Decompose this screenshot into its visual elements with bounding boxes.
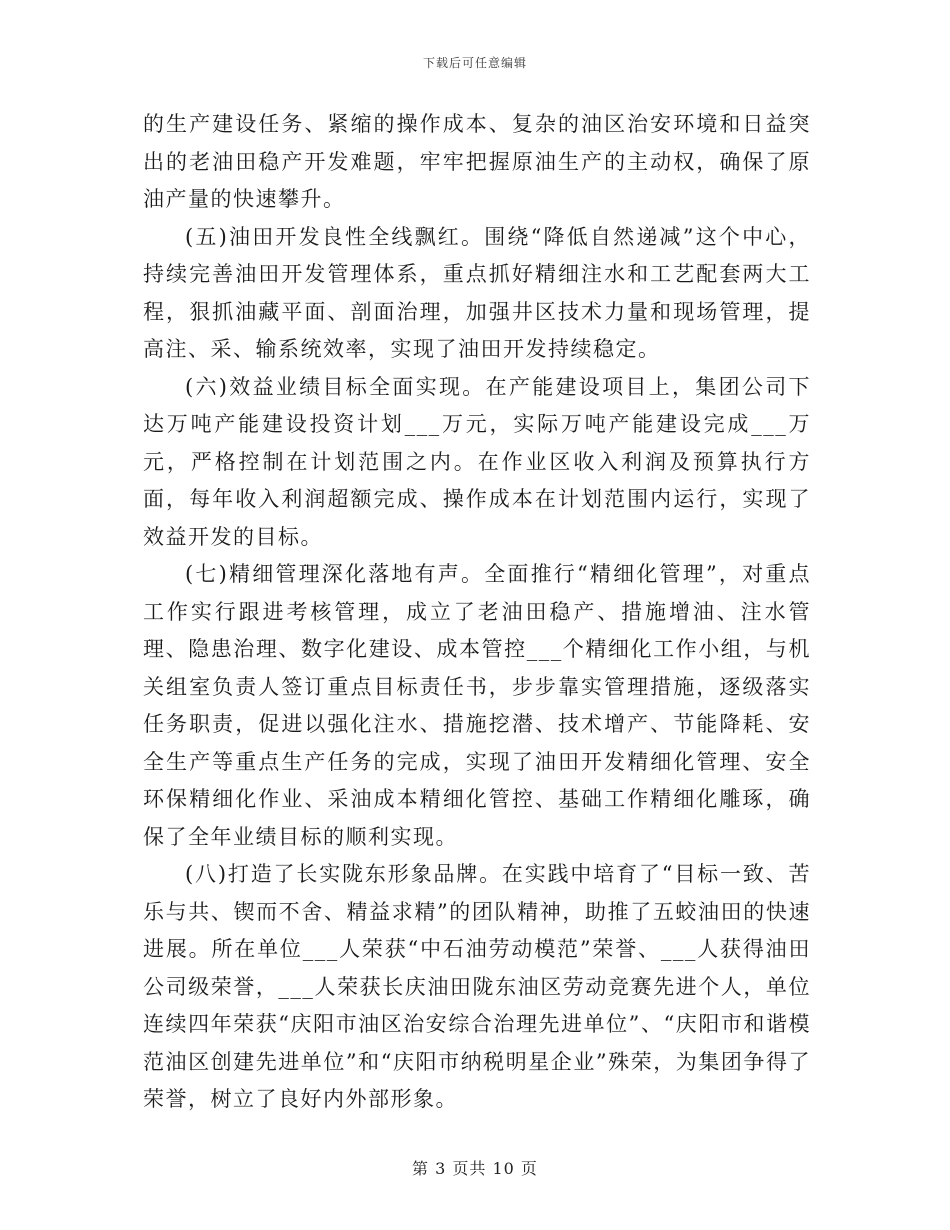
- document-body: [143, 106, 811, 1119]
- paragraph-section-7: (七)精细管理深化落地有声。全面推行“精细化管理”，对重点工作实行跟进考核管理，成立了老油田稳产、措施增油、注水管理、隐患治理、数字化建设、成本管控___个精细化工作小组，与机关组室负责人签订重点目标责任书，步步靠实管理措施，逐级落实任务职责，促进以强化注水、措施挖潜、技术增产、节能降耗、安全生产等重点生产任务的完成，实现了油田开发精细化管理、安全环保精细化作业、采油成本精细化管控、基础工作精细化雕琢，确保了全年业绩目标的顺利实现。: [143, 562, 811, 849]
- paragraph-section-5: (五)油田开发良性全线飘红。围绕“降低自然递减”这个中心，持续完善油田开发管理体系，重点抓好精细注水和工艺配套两大工程，狠抓油藏平面、剖面治理，加强井区技术力量和现场管理，提高注、采、输系统效率，实现了油田开发持续稳定。: [143, 224, 811, 361]
- header-note: 下载后可任意编辑: [422, 56, 527, 70]
- paragraph-section-6: (六)效益业绩目标全面实现。在产能建设项目上，集团公司下达万吨产能建设投资计划___万元，实际万吨产能建设完成___万元，严格控制在计划范围之内。在作业区收入利润及预算执行方面，每年收入利润超额完成、操作成本在计划范围内运行，实现了效益开发的目标。: [143, 374, 811, 549]
- paragraph-section-8: (八)打造了长实陇东形象品牌。在实践中培育了“目标一致、苦乐与共、锲而不舍、精益求精”的团队精神，助推了五蛟油田的快速进展。所在单位___人荣获“中石油劳动模范”荣誉、___人获得油田公司级荣誉，___人荣获长庆油田陇东油区劳动竞赛先进个人，单位连续四年荣获“庆阳市油区治安综合治理先进单位”、“庆阳市和谐模范油区创建先进单位”和“庆阳市纳税明星企业”殊荣，为集团争得了荣誉，树立了良好内外部形象。: [143, 862, 811, 1111]
- paragraph-continuation: 的生产建设任务、紧缩的操作成本、复杂的油区治安环境和日益突出的老油田稳产开发难题，牢牢把握原油生产的主动权，确保了原油产量的快速攀升。: [143, 112, 811, 211]
- page-number: 第 3 页共 10 页: [412, 1159, 538, 1178]
